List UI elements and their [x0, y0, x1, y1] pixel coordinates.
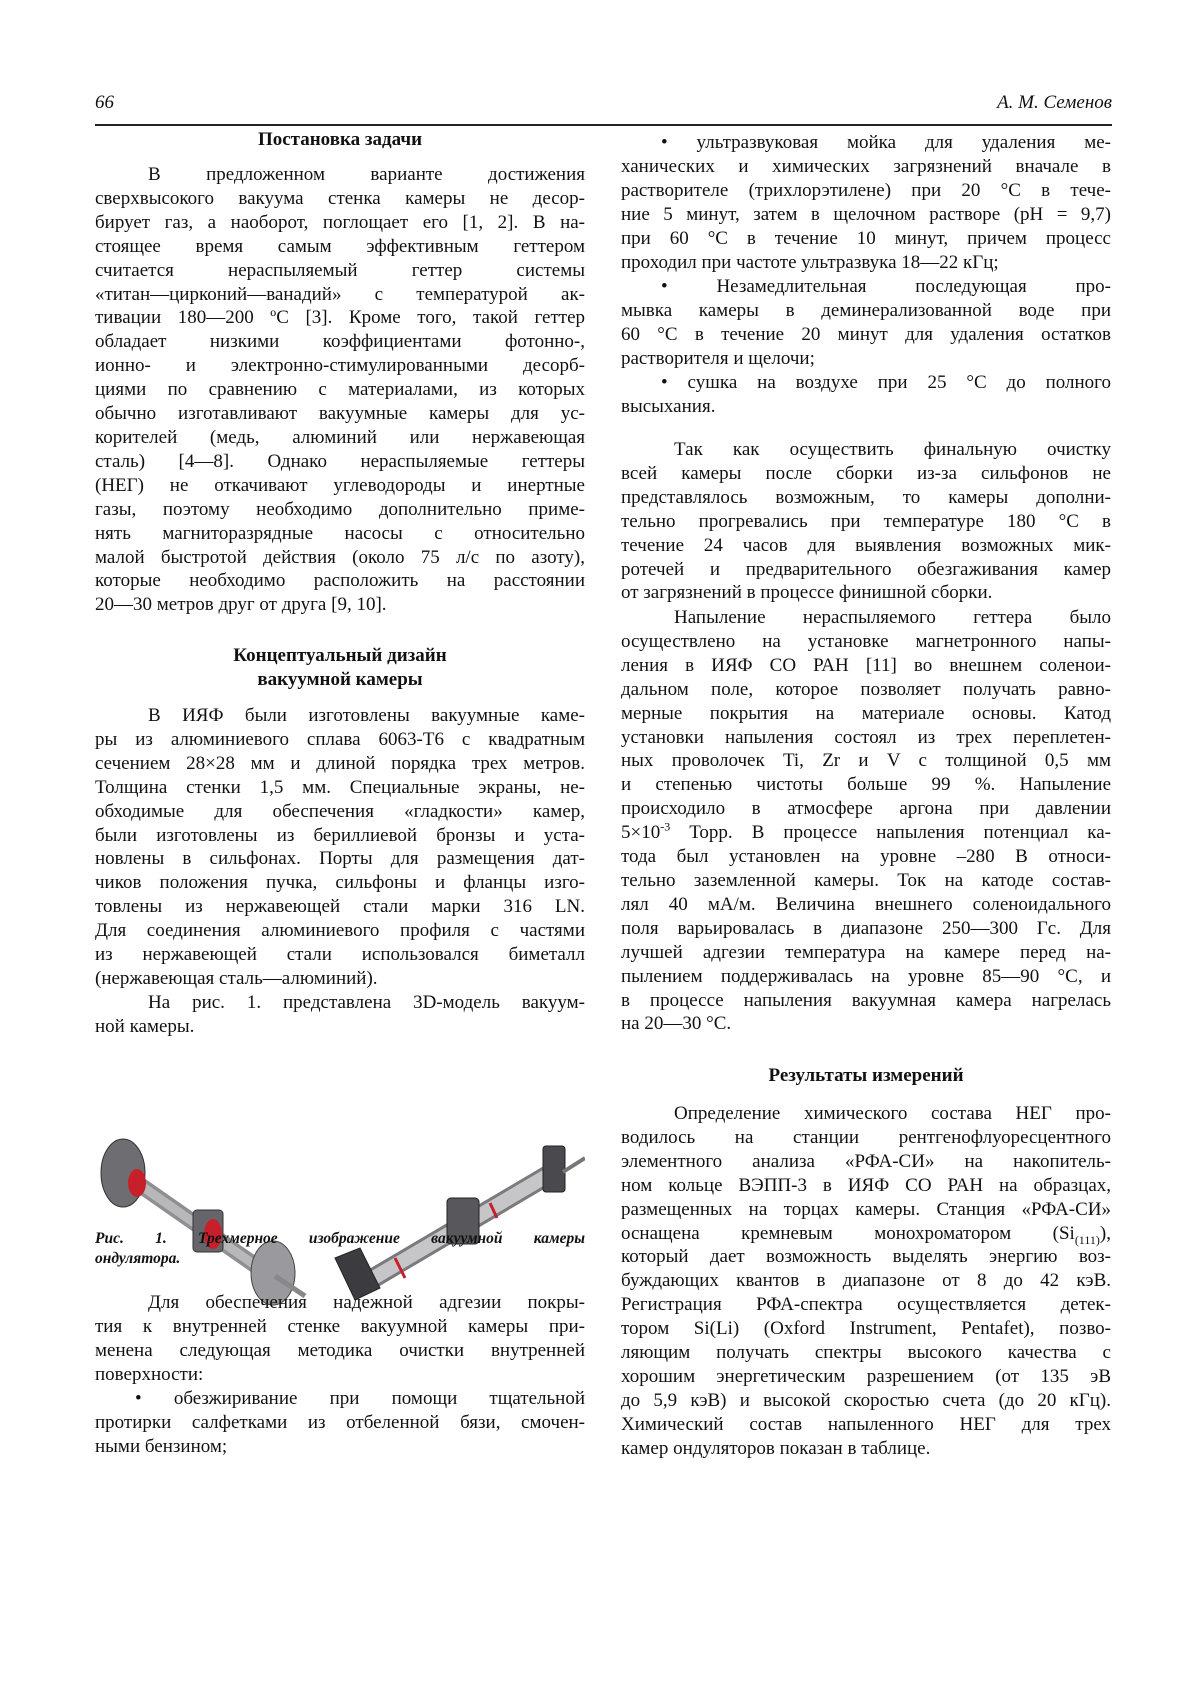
text-line: (НЕГ) не откачивают углеводороды и инертные	[95, 474, 585, 496]
text-line: который дает возможность выделять энергию воз-	[621, 1246, 1111, 1268]
superscript: -3	[660, 819, 671, 834]
text-line: течение 24 часов для выявления возможных мик-	[621, 534, 1111, 556]
header-rule	[95, 124, 1112, 126]
text-segment: 5×10	[621, 822, 661, 844]
chamber-model-left	[101, 1139, 305, 1305]
text-line: циями по сравнению с материалами, из которых	[95, 379, 585, 401]
text-line: • сушка на воздухе при 25 °С до полного	[661, 372, 1111, 393]
text-line: бирует газ, а наоборот, поглощает его [1, 2]. В на-	[95, 211, 585, 233]
text-line: ры из алюминиевого сплава 6063-Т6 с квадратным	[95, 728, 585, 750]
text-line: представлялось возможным, то камеры дополни-	[621, 486, 1111, 508]
text-line: растворителе (трихлорэтилене) при 20 °С в тече-	[621, 179, 1111, 201]
text-line: ных проволочек Ti, Zr и V с толщиной 0,5 мм	[621, 750, 1111, 772]
text-line: малой быстротой действия (около 75 л/с по азоту),	[95, 546, 585, 568]
section-heading	[95, 128, 585, 152]
text-line: всей камеры после сборки из-за сильфонов не	[621, 462, 1111, 484]
text-line: ными бензином;	[95, 1435, 228, 1457]
text-line: тия к внутренней стенке вакуумной камеры при-	[95, 1315, 585, 1337]
text-line: размещенных на торцах камеры. Станция «РФА-СИ»	[621, 1198, 1111, 1220]
text-line: Результаты измерений	[768, 1065, 964, 1086]
text-line: газы, поэтому необходимо дополнительно приме-	[95, 498, 585, 520]
text-line	[621, 821, 1111, 845]
text-line: хорошим энергетическим разрешением (от 135 эВ	[621, 1365, 1111, 1387]
bullet-item	[621, 131, 1111, 274]
text-line: • Незамедлительная последующая про-	[661, 276, 1111, 297]
text-line: тором Si(Li) (Oxford Instrument, Pentafet), позво-	[621, 1318, 1111, 1340]
text-line: ханических и химических загрязнений вначале в	[621, 155, 1111, 177]
text-line: происходило в атмосфере аргона при давлении	[621, 798, 1111, 820]
text-line: которые необходимо расположить на расстоянии	[95, 570, 585, 592]
text-line: тода был установлен на уровне –280 В относи-	[621, 846, 1111, 868]
subscript: (111)	[1074, 1232, 1100, 1247]
text-line: установки напыления состоял из трех переплетен-	[621, 726, 1111, 748]
text-line: Рис. 1. Трехмерное изображение вакуумной камеры	[95, 1230, 585, 1247]
text-line	[621, 1222, 1111, 1246]
text-line: проходил при частоте ультразвука 18—22 кГц;	[621, 251, 999, 273]
text-line: поверхности:	[95, 1363, 204, 1385]
text-line: были изготовлены из бериллиевой бронзы и уста-	[95, 824, 585, 846]
section-heading	[95, 644, 585, 692]
paragraph	[621, 438, 1111, 605]
text-line: Концептуальный дизайн	[233, 645, 447, 666]
text-line: обладает низкими коэффициентами фотонно-,	[95, 331, 585, 353]
text-line: осуществлено на установке магнетронного напы-	[621, 630, 1111, 652]
paragraph	[95, 991, 585, 1039]
paragraph	[621, 606, 1111, 1036]
paragraph	[95, 1291, 585, 1387]
text-line: сверхвысокого вакуума стенка камеры не десор-	[95, 187, 585, 209]
text-line: • обезжиривание при помощи тщательной	[135, 1388, 585, 1409]
text-line: В ИЯФ были изготовлены вакуумные каме-	[148, 705, 585, 726]
text-line: высыхания.	[621, 395, 716, 417]
text-line: считается нераспыляемый геттер системы	[95, 259, 585, 281]
text-line: тельно прогревались при температуре 180 °С в	[621, 510, 1111, 532]
text-line: в процессе напыления вакуумная камера нагрелась	[621, 989, 1111, 1011]
text-line: при 60 °С в течение 10 минут, причем процесс	[621, 227, 1111, 249]
text-line: на 20—30 °С.	[621, 1013, 732, 1035]
text-line: пылением поддерживалась на уровне 85—90 °С, и	[621, 965, 1111, 987]
text-line: Напыление нераспыляемого геттера было	[674, 607, 1111, 628]
text-line: камер ондуляторов показан в таблице.	[621, 1437, 931, 1459]
text-line: Для обеспечения надежной адгезии покры-	[148, 1292, 585, 1313]
text-line: лучшей адгезии температура на камере перед на-	[621, 941, 1111, 963]
text-line: ления в ИЯФ СО РАН [11] во внешнем соленои-	[621, 654, 1111, 676]
text-line: корителей (медь, алюминий или нержавеющая	[95, 426, 585, 448]
text-line: элементного анализа «РФА-СИ» на накопитель-	[621, 1150, 1111, 1172]
text-line: протирки салфетками из отбеленной бязи, смочен-	[95, 1411, 585, 1433]
text-line: Регистрация РФА-спектра осуществляется детек-	[621, 1294, 1111, 1316]
text-line: На рис. 1. представлена 3D-модель вакуум-	[148, 992, 585, 1013]
text-line: нять магниторазрядные насосы с относительно	[95, 522, 585, 544]
text-line: ионно- и электронно-стимулированными десорб-	[95, 355, 585, 377]
text-line: ном кольце ВЭПП-3 в ИЯФ СО РАН на образцах,	[621, 1174, 1111, 1196]
text-line: обходимые для обеспечения «гладкости» камер,	[95, 800, 585, 822]
text-line: 20—30 метров друг от друга [9, 10].	[95, 594, 387, 616]
text-line: дальном поле, которое позволяет получать равно-	[621, 678, 1111, 700]
text-line: буждающих квантов в диапазоне от 8 до 42 кэВ.	[621, 1270, 1111, 1292]
text-segment: ),	[1099, 1222, 1111, 1244]
bullet-item	[621, 371, 1111, 419]
text-line: 60 °С в течение 20 минут для удаления остатков	[621, 323, 1111, 345]
text-segment: оснащена кремневым монохроматором (Si	[621, 1222, 1075, 1244]
text-line: товлены из нержавеющей стали марки 316 LN.	[95, 896, 585, 918]
text-line: Толщина стенки 1,5 мм. Специальные экраны, не-	[95, 776, 585, 798]
text-line: ние 5 минут, затем в щелочном растворе (pH = 9,7)	[621, 203, 1111, 225]
text-line: мерные покрытия на материале основы. Катод	[621, 702, 1111, 724]
paragraph	[621, 1102, 1111, 1461]
text-line: обычно изготавливают вакуумные камеры для ус-	[95, 403, 585, 425]
text-line: Постановка задачи	[257, 129, 423, 150]
page-number: 66	[95, 92, 114, 113]
bullet-item	[95, 1387, 585, 1459]
text-line: ляющим получать спектры высокого качества с	[621, 1342, 1111, 1364]
text-line: поля варьировалась в диапазоне 250—300 Гс. Для	[621, 917, 1111, 939]
text-line: (нержавеющая сталь—алюминий).	[95, 967, 378, 989]
text-line: и степенью чистоты больше 99 %. Напыление	[621, 774, 1111, 796]
text-line: новлены в сильфонах. Порты для размещения дат-	[95, 848, 585, 870]
bullet-item	[621, 275, 1111, 371]
paragraph	[95, 163, 585, 617]
text-line: лял 40 мА/м. Величина внешнего соленоидального	[621, 893, 1111, 915]
running-header-author: А. М. Семенов	[997, 92, 1112, 113]
chamber-model-right	[335, 1146, 585, 1300]
text-line: «титан—цирконий—ванадий» с температурой ак-	[95, 283, 585, 305]
text-line: от загрязнений в процессе финишной сборки.	[621, 582, 993, 604]
text-line: сталь) [4—8]. Однако нераспыляемые геттеры	[95, 450, 585, 472]
text-line: Для соединения алюминиевого профиля с частями	[95, 920, 585, 942]
paragraph	[95, 704, 585, 991]
text-line: чиков положения пучка, сильфоны и фланцы изго-	[95, 872, 585, 894]
figure-caption	[95, 1229, 585, 1269]
text-line: мывка камеры в деминерализованной воде при	[621, 299, 1111, 321]
text-line: ондулятора.	[95, 1250, 181, 1267]
text-line: менена следующая методика очистки внутренней	[95, 1339, 585, 1361]
text-line: тельно заземленной камеры. Ток на катоде состав-	[621, 869, 1111, 891]
text-line: • ультразвуковая мойка для удаления ме-	[661, 132, 1111, 153]
text-line: водилось на станции рентгенофлуоресцентного	[621, 1126, 1111, 1148]
text-line: ротечей и предварительного обезгаживания камер	[621, 558, 1111, 580]
text-line: В предложенном варианте достижения	[148, 164, 585, 185]
text-line: вакуумной камеры	[257, 668, 423, 690]
text-line: Определение химического состава НЕГ про-	[674, 1103, 1111, 1124]
text-line: Так как осуществить финальную очистку	[674, 439, 1111, 460]
text-line: до 5,9 кэВ) и высокой скоростью счета (до 20 кГц).	[621, 1389, 1111, 1411]
text-line: стоящее время самым эффективным геттером	[95, 235, 585, 257]
text-line: сечением 28×28 мм и длиной порядка трех метров.	[95, 752, 585, 774]
text-segment: Торр. В процессе напыления потенциал ка-	[670, 822, 1111, 844]
section-heading	[621, 1064, 1111, 1088]
text-line: Химический состав напыленного НЕГ для трех	[621, 1413, 1111, 1435]
text-line: тивации 180—200 ºС [3]. Кроме того, такой геттер	[95, 307, 585, 329]
text-line: из нержавеющей стали использовался биметалл	[95, 944, 585, 966]
text-line: ной камеры.	[95, 1015, 195, 1037]
text-line: растворителя и щелочи;	[621, 347, 815, 369]
